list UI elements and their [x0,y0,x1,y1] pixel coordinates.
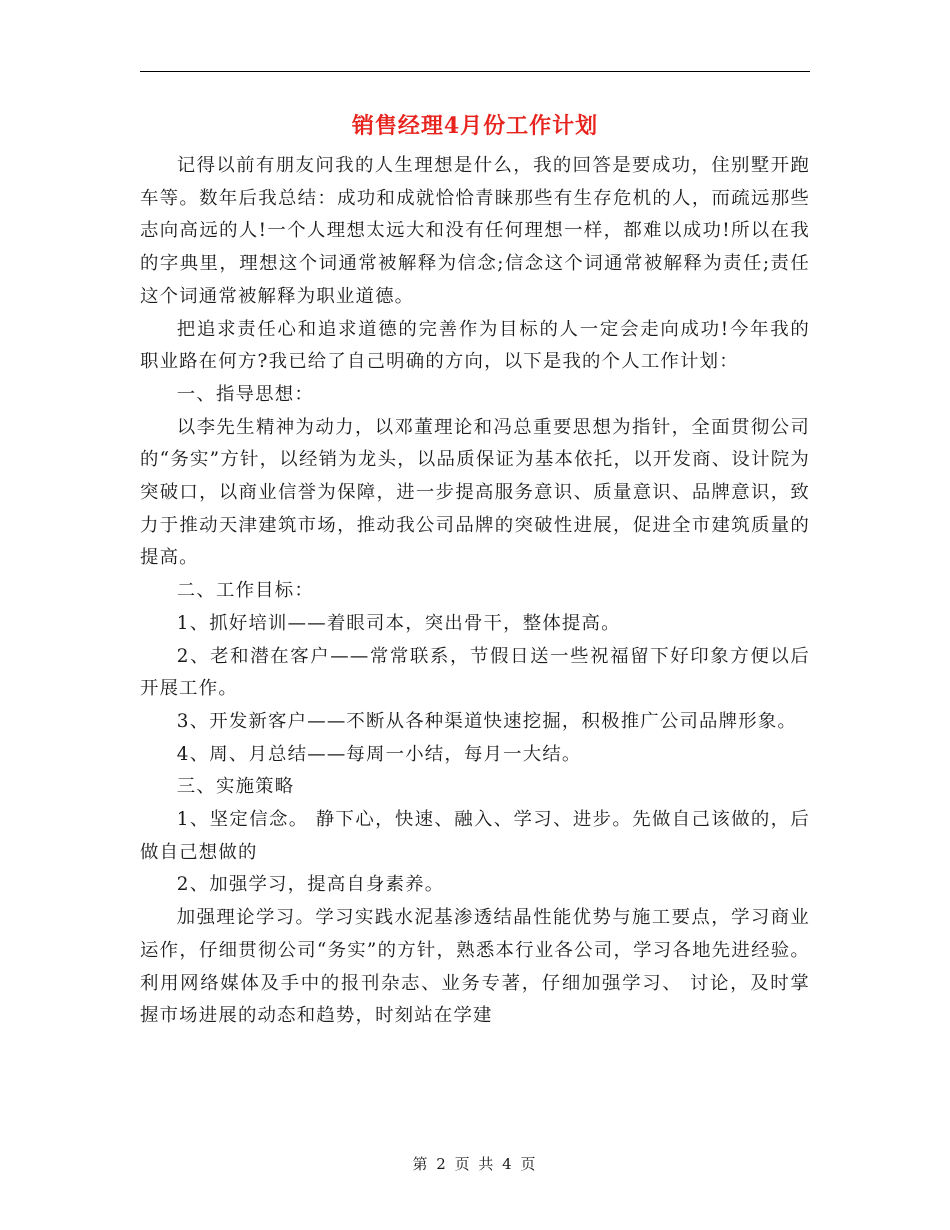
list-item: 4、周、月总结——每周一小结，每月一大结。 [176,743,582,765]
document-title: 销售经理4月份工作计划 [351,113,599,139]
list-item: 2、加强学习，提高自身素养。 [176,874,445,896]
section-heading: 二、工作目标： [176,580,314,602]
page-number: 第 2 页 共 4 页 [412,1155,538,1173]
list-item: 1、抓好培训——着眼司本，突出骨干，整体提高。 [176,612,621,634]
section-heading: 一、指导思想： [176,383,314,405]
list-item: 2、老和潜在客户——常常联系，节假日送一些祝福留下好印象方便以后开展工作。 [140,645,810,700]
list-item: 1、坚定信念。 静下心，快速、融入、学习、进步。先做自己该做的，后做自己想做的 [140,809,810,863]
document-body [140,150,810,1033]
paragraph: 以李先生精神为动力，以邓董理论和冯总重要思想为指针，全面贯彻公司的“务实”方针，以经销为龙头，以品质保证为基本依托，以开发商、设计院为突破口，以商业信誉为保障，进一步提高服务意识、质量意识、品牌意识，致力于推动天津建筑市场，推动我公司品牌的突破性进展，促进全市建筑质量的提高。 [140,416,810,569]
paragraph: 把追求责任心和追求道德的完善作为目标的人一定会走向成功!今年我的职业路在何方?我已给了自己明确的方向，以下是我的个人工作计划： [140,318,810,373]
paragraph: 加强理论学习。学习实践水泥基渗透结晶性能优势与施工要点，学习商业运作，仔细贯彻公司“务实”的方针，熟悉本行业各公司，学习各地先进经验。利用网络媒体及手中的报刊杂志、业务专著，仔细加强学习、 讨论，及时掌握市场进展的动态和趋势，时刻站在学建 [140,907,810,1027]
section-heading: 三、实施策略 [176,776,295,798]
list-item: 3、开发新客户——不断从各种渠道快速挖掘，积极推广公司品牌形象。 [176,710,798,732]
header-rule [140,71,810,72]
paragraph: 记得以前有朋友问我的人生理想是什么，我的回答是要成功，住别墅开跑车等。数年后我总结：成功和成就恰恰青睐那些有生存危机的人，而疏远那些志向高远的人!一个人理想太远大和没有任何理想一样，都难以成功!所以在我的字典里，理想这个词通常被解释为信念;信念这个词通常被解释为责任;责任这个词通常被解释为职业道德。 [140,155,810,307]
